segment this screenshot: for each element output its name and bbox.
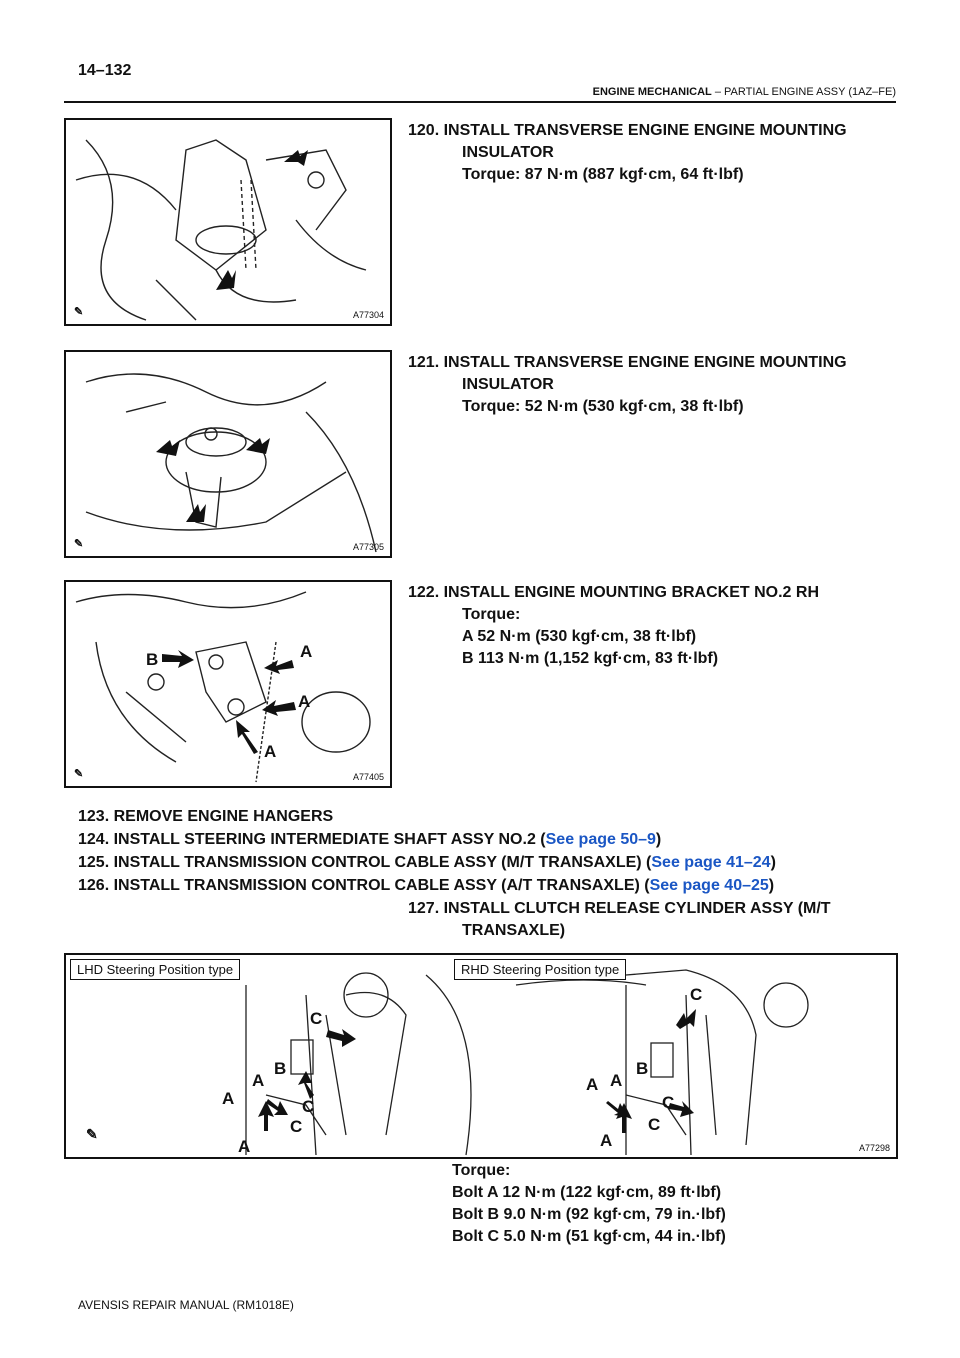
callout-a: A (238, 1137, 251, 1156)
figure-mount-insulator-1 (64, 118, 392, 326)
section-title: ENGINE MECHANICAL – PARTIAL ENGINE ASSY (1AZ–FE) (592, 86, 896, 98)
callout-a: A (298, 692, 311, 711)
callout-c: C (648, 1115, 661, 1134)
figure-code: A77304 (352, 310, 384, 320)
callout-a: A (264, 742, 277, 761)
callout-b: B (636, 1059, 649, 1078)
callout-c: C (290, 1117, 303, 1136)
step-124: 124. INSTALL STEERING INTERMEDIATE SHAFT ASSY NO.2 (See page 50–9) (78, 831, 662, 848)
callout-a: A (252, 1071, 265, 1090)
figure-code: A77405 (352, 772, 384, 782)
callout-b: B (146, 650, 159, 669)
callout-a: A (300, 642, 313, 661)
engine-mount-illustration-1 (66, 120, 390, 324)
callout-c: C (662, 1093, 675, 1112)
step-125: 125. INSTALL TRANSMISSION CONTROL CABLE ASSY (M/T TRANSAXLE) (See page 41–24) (78, 854, 776, 871)
step-122: 122. INSTALL ENGINE MOUNTING BRACKET NO.2 RH Torque: A 52 N·m (530 kgf·cm, 38 ft·lbf) B 113 N·m (1,152 kgf·cm, 83 ft·lbf) (408, 584, 819, 667)
footer-manual-title: AVENSIS REPAIR MANUAL (RM1018E) (78, 1298, 294, 1312)
see-page-link[interactable]: See page 50–9 (545, 831, 656, 848)
callout-b: B (274, 1059, 287, 1078)
callout-a: A (222, 1089, 235, 1108)
callout-c: C (310, 1009, 323, 1028)
figure-mount-insulator-2 (64, 350, 392, 558)
figure-code: A77305 (352, 542, 384, 552)
rhd-steering-label: RHD Steering Position type (454, 959, 626, 980)
figure-clutch-cylinder (64, 953, 898, 1159)
step-121: 121. INSTALL TRANSVERSE ENGINE ENGINE MOUNTING INSULATOR Torque: 52 N·m (530 kgf·cm, 38 ft·lbf) (408, 354, 847, 415)
figure-code: A77298 (858, 1143, 890, 1153)
figure-mark-icon: ✎ (86, 1126, 98, 1142)
see-page-link[interactable]: See page 40–25 (649, 877, 769, 894)
callout-a: A (610, 1071, 623, 1090)
step-120: 120. INSTALL TRANSVERSE ENGINE ENGINE MOUNTING INSULATOR Torque: 87 N·m (887 kgf·cm, 64 ft·lbf) (408, 122, 847, 183)
step-126: 126. INSTALL TRANSMISSION CONTROL CABLE ASSY (A/T TRANSAXLE) (See page 40–25) (78, 877, 775, 894)
callout-c: C (302, 1097, 315, 1116)
bracket-illustration (66, 582, 390, 786)
page-number: 14–132 (78, 62, 132, 79)
figure-mark-icon: ✎ (74, 306, 84, 318)
figure-mount-bracket (64, 580, 392, 788)
step-127: 127. INSTALL CLUTCH RELEASE CYLINDER ASSY (M/T TRANSAXLE) (408, 900, 831, 939)
header-rule (64, 101, 896, 103)
see-page-link[interactable]: See page 41–24 (651, 854, 771, 871)
callout-a: A (586, 1075, 599, 1094)
lhd-steering-label: LHD Steering Position type (70, 959, 240, 980)
step-127-torque: Torque: Bolt A 12 N·m (122 kgf·cm, 89 ft·lbf) Bolt B 9.0 N·m (92 kgf·cm, 79 in.·lbf) Bolt C 5.0 N·m (51 kgf·cm, 44 in.·lbf) (452, 1162, 726, 1245)
step-123: 123. REMOVE ENGINE HANGERS (78, 808, 334, 825)
callout-a: A (600, 1131, 613, 1150)
figure-mark-icon: ✎ (74, 538, 84, 550)
engine-mount-illustration-2 (66, 352, 390, 556)
clutch-illustration (66, 955, 896, 1157)
callout-c: C (690, 985, 703, 1004)
figure-mark-icon: ✎ (74, 768, 84, 780)
